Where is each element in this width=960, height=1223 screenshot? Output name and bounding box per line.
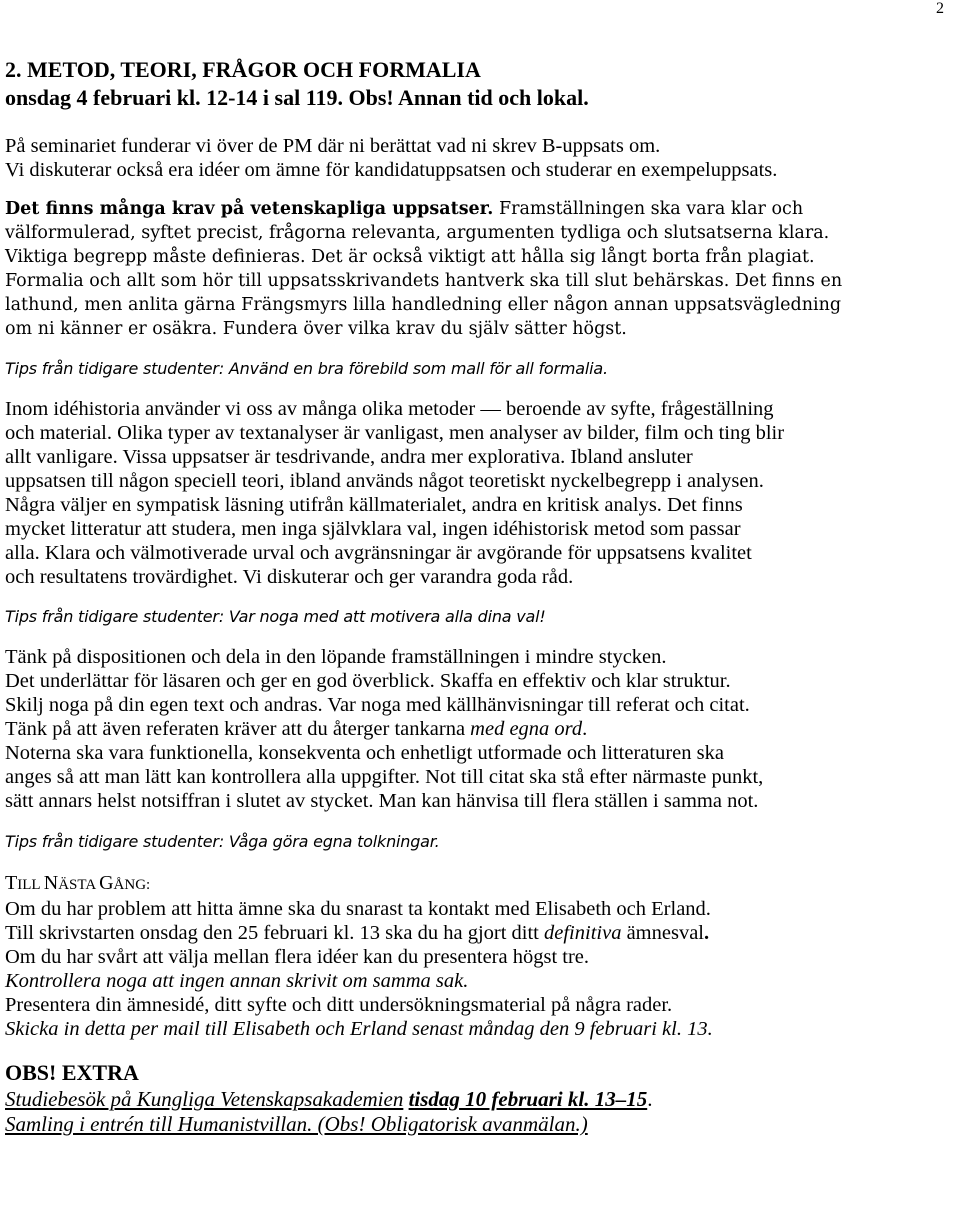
disposition-line: sätt annars helst notsiffran i slutet av stycket. Man kan hänvisa till flera ställen i samma not. xyxy=(5,790,759,812)
requirements-line: Formalia och allt som hör till uppsatsskrivandets hantverk ska till slut behärskas. Det finns en xyxy=(5,271,843,291)
referat-line xyxy=(5,717,950,741)
requirements-lead: Det finns många krav på vetenskapliga uppsatser. xyxy=(5,199,494,219)
visit-link[interactable]: Studiebesök på Kungliga Vetenskapsakademien xyxy=(5,1087,404,1111)
label-small: ÄSTA xyxy=(58,877,100,893)
session-info: onsdag 4 februari kl. 12-14 i sal 119. Obs! Annan tid och lokal. xyxy=(5,85,589,110)
next-time-line: Skicka in detta per mail till Elisabeth och Erland senast måndag den 9 februari kl. 13. xyxy=(5,1018,713,1040)
deadline-emphasis: definitiva xyxy=(544,922,622,944)
next-time-line: Presentera din ämnesidé, ditt syfte och ditt undersökningsmaterial på några rader. xyxy=(5,994,673,1016)
methods-line: Inom idéhistoria använder vi oss av många olika metoder — beroende av syfte, frågeställning xyxy=(5,398,774,420)
methods-line: och material. Olika typer av textanalyser är vanligast, men analyser av bilder, film och ting blir xyxy=(5,422,785,444)
disposition-line: Noterna ska vara funktionella, konsekventa och enhetligt utformade och litteraturen ska xyxy=(5,742,724,764)
next-time-section xyxy=(5,871,950,1041)
methods-line: uppsatsen till någon speciell teori, ibland används något teoretiskt nyckelbegrepp i analysen. xyxy=(5,470,764,492)
methods-paragraph xyxy=(5,397,950,589)
section-title: 2. METOD, TEORI, FRÅGOR OCH FORMALIA xyxy=(5,57,481,82)
referat-prefix: Tänk på att även referaten kräver att du återger tankarna xyxy=(5,718,471,740)
visit-date: tisdag 10 februari kl. 13–15 xyxy=(408,1087,648,1111)
extra-section xyxy=(5,1059,950,1137)
disposition-line: Det underlättar för läsaren och ger en god överblick. Skaffa en effektiv och klar struktur. xyxy=(5,670,731,692)
requirements-rest: Framställningen ska vara klar och xyxy=(493,199,804,219)
referat-emphasis: med egna ord xyxy=(470,718,583,740)
methods-line: alla. Klara och välmotiverade urval och avgränsningar är avgörande för uppsatsens kvalitet xyxy=(5,542,752,564)
visit-line xyxy=(5,1087,950,1112)
student-tip: Tips från tidigare studenter: Våga göra egna tolkningar. xyxy=(5,832,440,851)
referat-suffix: . xyxy=(582,718,588,740)
requirements-paragraph xyxy=(5,197,950,341)
disposition-line: Tänk på dispositionen och dela in den löpande framställningen i mindre stycken. xyxy=(5,646,667,668)
section-heading xyxy=(5,56,950,112)
document-body xyxy=(5,56,950,1137)
student-tip: Tips från tidigare studenter: Var noga med att motivera alla dina val! xyxy=(5,607,546,626)
requirements-first-line xyxy=(5,197,950,221)
label-cap: G xyxy=(99,872,114,894)
label-cap: N xyxy=(43,872,59,894)
requirements-line: Viktiga begrepp måste definieras. Det är också viktigt att hålla sig långt borta från plagiat. xyxy=(5,247,815,267)
intro-line: På seminariet funderar vi över de PM där ni berättat vad ni skrev B-uppsats om. xyxy=(5,135,661,157)
label-small: ÅNG: xyxy=(113,877,151,893)
disposition-line: Skilj noga på din egen text och andras. Var noga med källhänvisningar till referat och citat. xyxy=(5,694,750,716)
disposition-line: anges så att man lätt kan kontrollera alla uppgifter. Not till citat ska stå efter närmaste punkt, xyxy=(5,766,764,788)
methods-line: Några väljer en sympatisk läsning utifrån källmaterialet, andra en kritisk analys. Det finns xyxy=(5,494,743,516)
deadline-line xyxy=(5,921,950,945)
next-time-label xyxy=(5,871,950,897)
intro-line: Vi diskuterar också era idéer om ämne för kandidatuppsatsen och studerar en exempeluppsats. xyxy=(5,159,778,181)
methods-line: och resultatens trovärdighet. Vi diskuterar och ger varandra goda råd. xyxy=(5,566,574,588)
next-time-line: Kontrollera noga att ingen annan skrivit om samma sak. xyxy=(5,970,469,992)
page-number: 2 xyxy=(936,0,944,17)
requirements-line: lathund, men anlita gärna Frängsmyrs lilla handledning eller någon annan uppsatsvägledning xyxy=(5,295,842,315)
methods-line: allt vanligare. Vissa uppsatser är tesdrivande, andra mer explorativa. Ibland ansluter xyxy=(5,446,693,468)
requirements-line: välformulerad, syftet precist, frågorna relevanta, argumenten tydliga och slutsatserna klara. xyxy=(5,223,830,243)
deadline-prefix: Till skrivstarten onsdag den 25 februari kl. 13 ska du ha gjort ditt xyxy=(5,922,545,944)
visit-end: . xyxy=(647,1087,653,1111)
meeting-point: Samling i entrén till Humanistvillan. (Obs! Obligatorisk avanmälan.) xyxy=(5,1112,588,1136)
methods-line: mycket litteratur att studera, men inga självklara val, ingen idéhistorisk metod som passar xyxy=(5,518,741,540)
intro-paragraph xyxy=(5,134,950,182)
student-tip: Tips från tidigare studenter: Använd en bra förebild som mall för all formalia. xyxy=(5,359,608,378)
next-time-line: Om du har problem att hitta ämne ska du snarast ta kontakt med Elisabeth och Erland. xyxy=(5,898,711,920)
deadline-period: . xyxy=(704,922,710,944)
extra-heading: OBS! EXTRA xyxy=(5,1060,139,1085)
label-small: ILL xyxy=(17,877,44,893)
disposition-paragraph xyxy=(5,645,950,813)
requirements-line: om ni känner er osäkra. Fundera över vilka krav du själv sätter högst. xyxy=(5,319,627,339)
deadline-suffix: ämnesval xyxy=(621,922,704,944)
label-cap: T xyxy=(5,872,18,894)
next-time-line: Om du har svårt att välja mellan flera idéer kan du presentera högst tre. xyxy=(5,946,590,968)
